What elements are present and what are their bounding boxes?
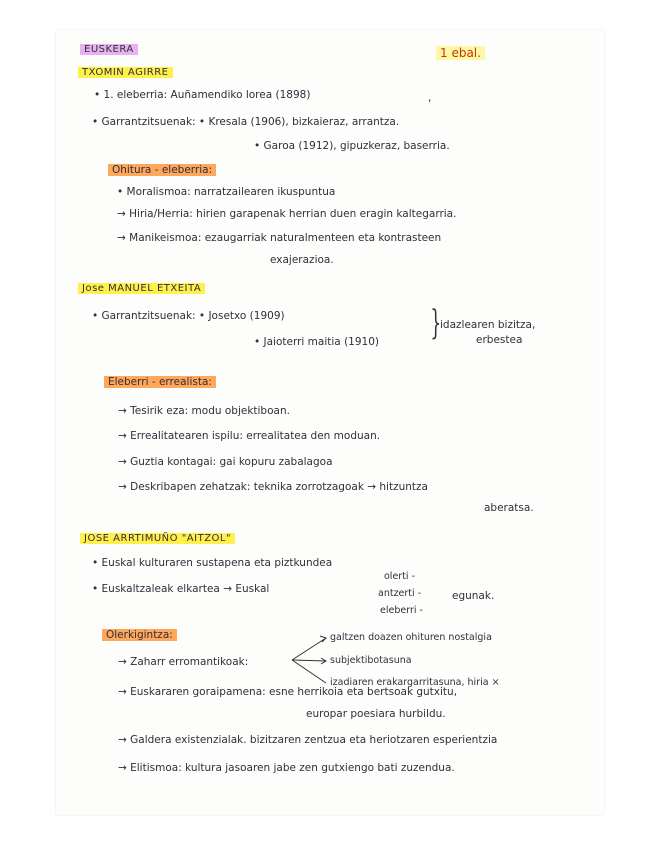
agirre-line-2: • Garrantzitsuenak: • Kresala (1906), bizkaieraz, arrantza. — [92, 116, 400, 128]
aitzol-line-2: • Euskaltzaleak elkartea → Euskal — [92, 583, 270, 595]
olerkigintza-branch-2: subjektibotasuna — [330, 655, 412, 666]
olerkigintza-heading: Olerkigintza: — [102, 629, 177, 641]
errealista-line-4b: aberatsa. — [484, 502, 534, 514]
olerkigintza-line-3: → Galdera existenzialak. bizitzaren zentzua eta heriotzaren esperientzia — [118, 734, 498, 746]
agirre-line-1: • 1. eleberria: Auñamendiko lorea (1898) — [94, 89, 311, 101]
olerkigintza-branch-3: izadiaren erakargarritasuna, hiria × — [330, 677, 500, 688]
ohitura-line-3: → Manikeismoa: ezaugarriak naturalmenteen eta kontrasteen — [117, 232, 442, 244]
author-heading-aitzol: JOSE ARRTIMUÑO "AITZOL" — [80, 533, 235, 544]
olerkigintza-branch-1: galtzen doazen ohituren nostalgia — [330, 632, 492, 643]
agirre-comma: , — [428, 92, 432, 104]
errealista-line-2: → Errealitatearen ispilu: errealitatea den moduan. — [118, 430, 381, 442]
etxeita-note-2: erbestea — [476, 334, 523, 346]
errealista-line-4: → Deskribapen zehatzak: teknika zorrotzagoak → hitzuntza — [118, 481, 428, 493]
aitzol-line-1: • Euskal kulturaren sustapena eta piztkundea — [92, 557, 333, 569]
exam-tag: 1 ebal. — [436, 46, 485, 60]
errealista-line-1: → Tesirik eza: modu objektiboan. — [118, 405, 290, 417]
etxeita-note-1: idazlearen bizitza, — [440, 319, 536, 331]
olerkigintza-line-2: → Euskararen goraipamena: esne herrikoia eta bertsoak gutxitu, — [118, 686, 458, 698]
author-heading-agirre: TXOMIN AGIRRE — [78, 67, 173, 78]
aitzol-option-3: eleberri - — [380, 605, 423, 616]
ohitura-line-1: • Moralismoa: narratzailearen ikuspuntua — [117, 186, 336, 198]
aitzol-option-1: olerti - — [384, 571, 416, 582]
ohitura-heading: Ohitura - eleberria: — [108, 164, 216, 176]
etxeita-line-1: • Garrantzitsuenak: • Josetxo (1909) — [92, 310, 285, 322]
aitzol-egunak: egunak. — [452, 590, 495, 602]
errealista-line-3: → Guztia kontagai: gai kopuru zabalagoa — [118, 456, 333, 468]
brace-icon: } — [430, 303, 442, 343]
agirre-line-3: • Garoa (1912), gipuzkeraz, baserria. — [254, 140, 450, 152]
aitzol-option-2: antzerti - — [378, 588, 422, 599]
author-heading-etxeita: Jose MANUEL ETXEITA — [78, 283, 205, 294]
etxeita-line-2: • Jaioterri maitia (1910) — [254, 336, 379, 348]
ohitura-line-3b: exajerazioa. — [270, 254, 334, 266]
olerkigintza-line-2b: europar poesiara hurbildu. — [306, 708, 446, 720]
subject-title: EUSKERA — [80, 44, 138, 55]
olerkigintza-line-4: → Elitismoa: kultura jasoaren jabe zen gutxiengo bati zuzendua. — [118, 762, 455, 774]
ohitura-line-2: → Hiria/Herria: hirien garapenak herrian duen eragin kaltegarria. — [117, 208, 457, 220]
errealista-heading: Eleberri - errealista: — [104, 376, 216, 388]
olerkigintza-line-1: → Zaharr erromantikoak: — [118, 656, 249, 668]
